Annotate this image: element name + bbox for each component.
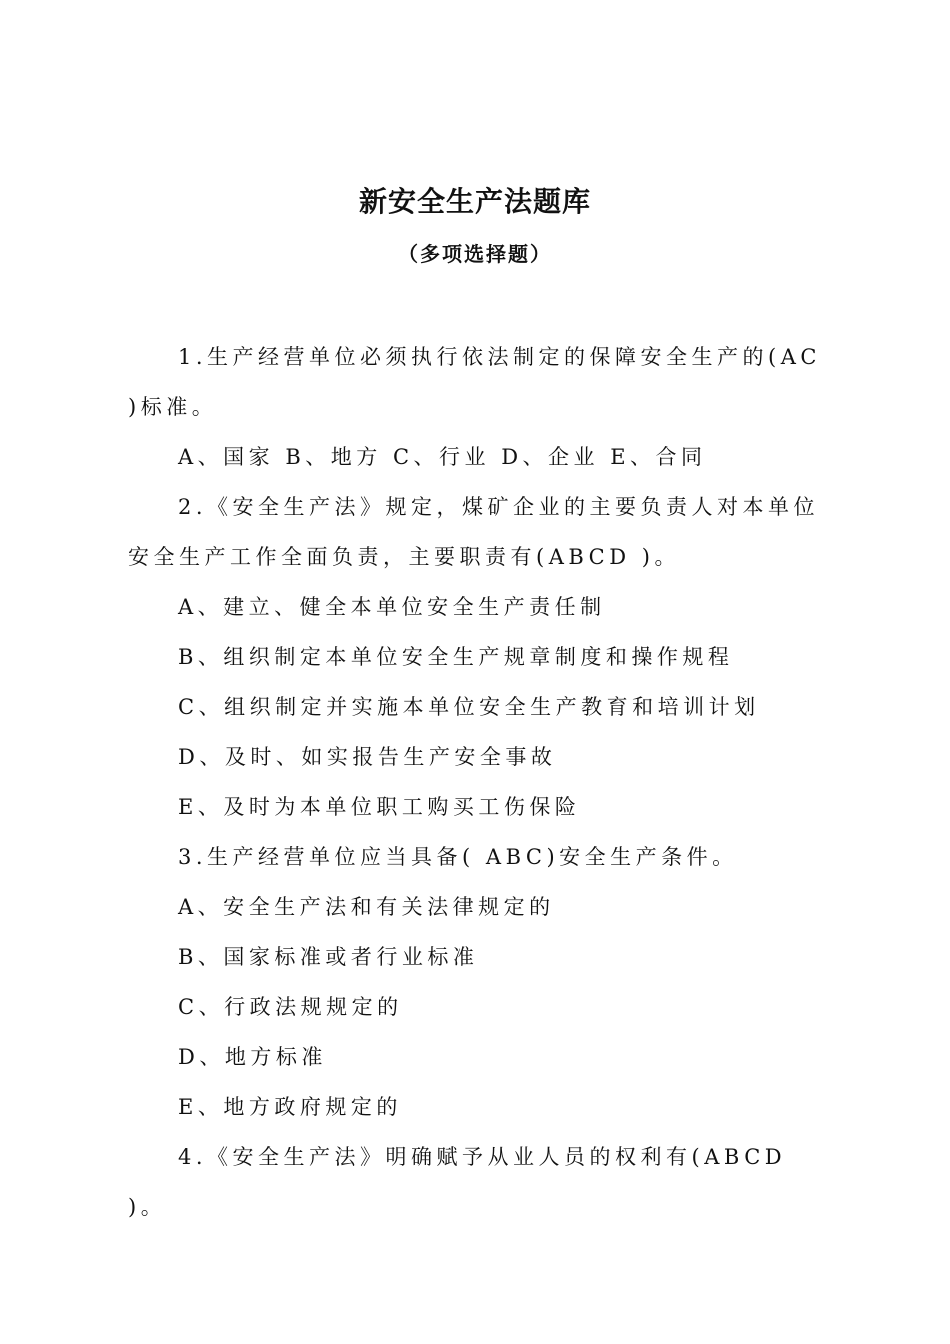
document-title: 新安全生产法题库 <box>358 185 591 218</box>
question-list <box>128 332 828 1232</box>
question-3-option-c: C、行政法规规定的 <box>178 995 403 1019</box>
question-2-option-a: A、建立、健全本单位安全生产责任制 <box>178 595 606 619</box>
question-2-option-e: E、及时为本单位职工购买工伤保险 <box>178 795 581 819</box>
question-3-option-b: B、国家标准或者行业标准 <box>178 945 479 969</box>
question-3-option-d: D、地方标准 <box>178 1045 327 1069</box>
question-2-stem: 2.《安全生产法》规定，煤矿企业的主要负责人对本单位安全生产工作全面负责，主要职责有(ABCD )。 <box>128 495 820 569</box>
question-2-option-d: D、及时、如实报告生产安全事故 <box>178 745 557 769</box>
question-4-stem: 4.《安全生产法》明确赋予从业人员的权利有(ABCD )。 <box>128 1145 787 1219</box>
question-1-stem: 1.生产经营单位必须执行依法制定的保障安全生产的(AC )标准。 <box>128 345 821 419</box>
question-3-option-e: E、地方政府规定的 <box>178 1095 402 1119</box>
question-2-option-c: C、组织制定并实施本单位安全生产教育和培训计划 <box>178 695 760 719</box>
question-3-stem: 3.生产经营单位应当具备( ABC)安全生产条件。 <box>178 845 738 869</box>
document-subtitle: （多项选择题） <box>398 242 552 266</box>
question-3-option-a: A、安全生产法和有关法律规定的 <box>178 895 555 919</box>
question-1-options: A、国家 B、地方 C、行业 D、企业 E、合同 <box>178 445 707 469</box>
question-2-option-b: B、组织制定本单位安全生产规章制度和操作规程 <box>178 645 734 669</box>
